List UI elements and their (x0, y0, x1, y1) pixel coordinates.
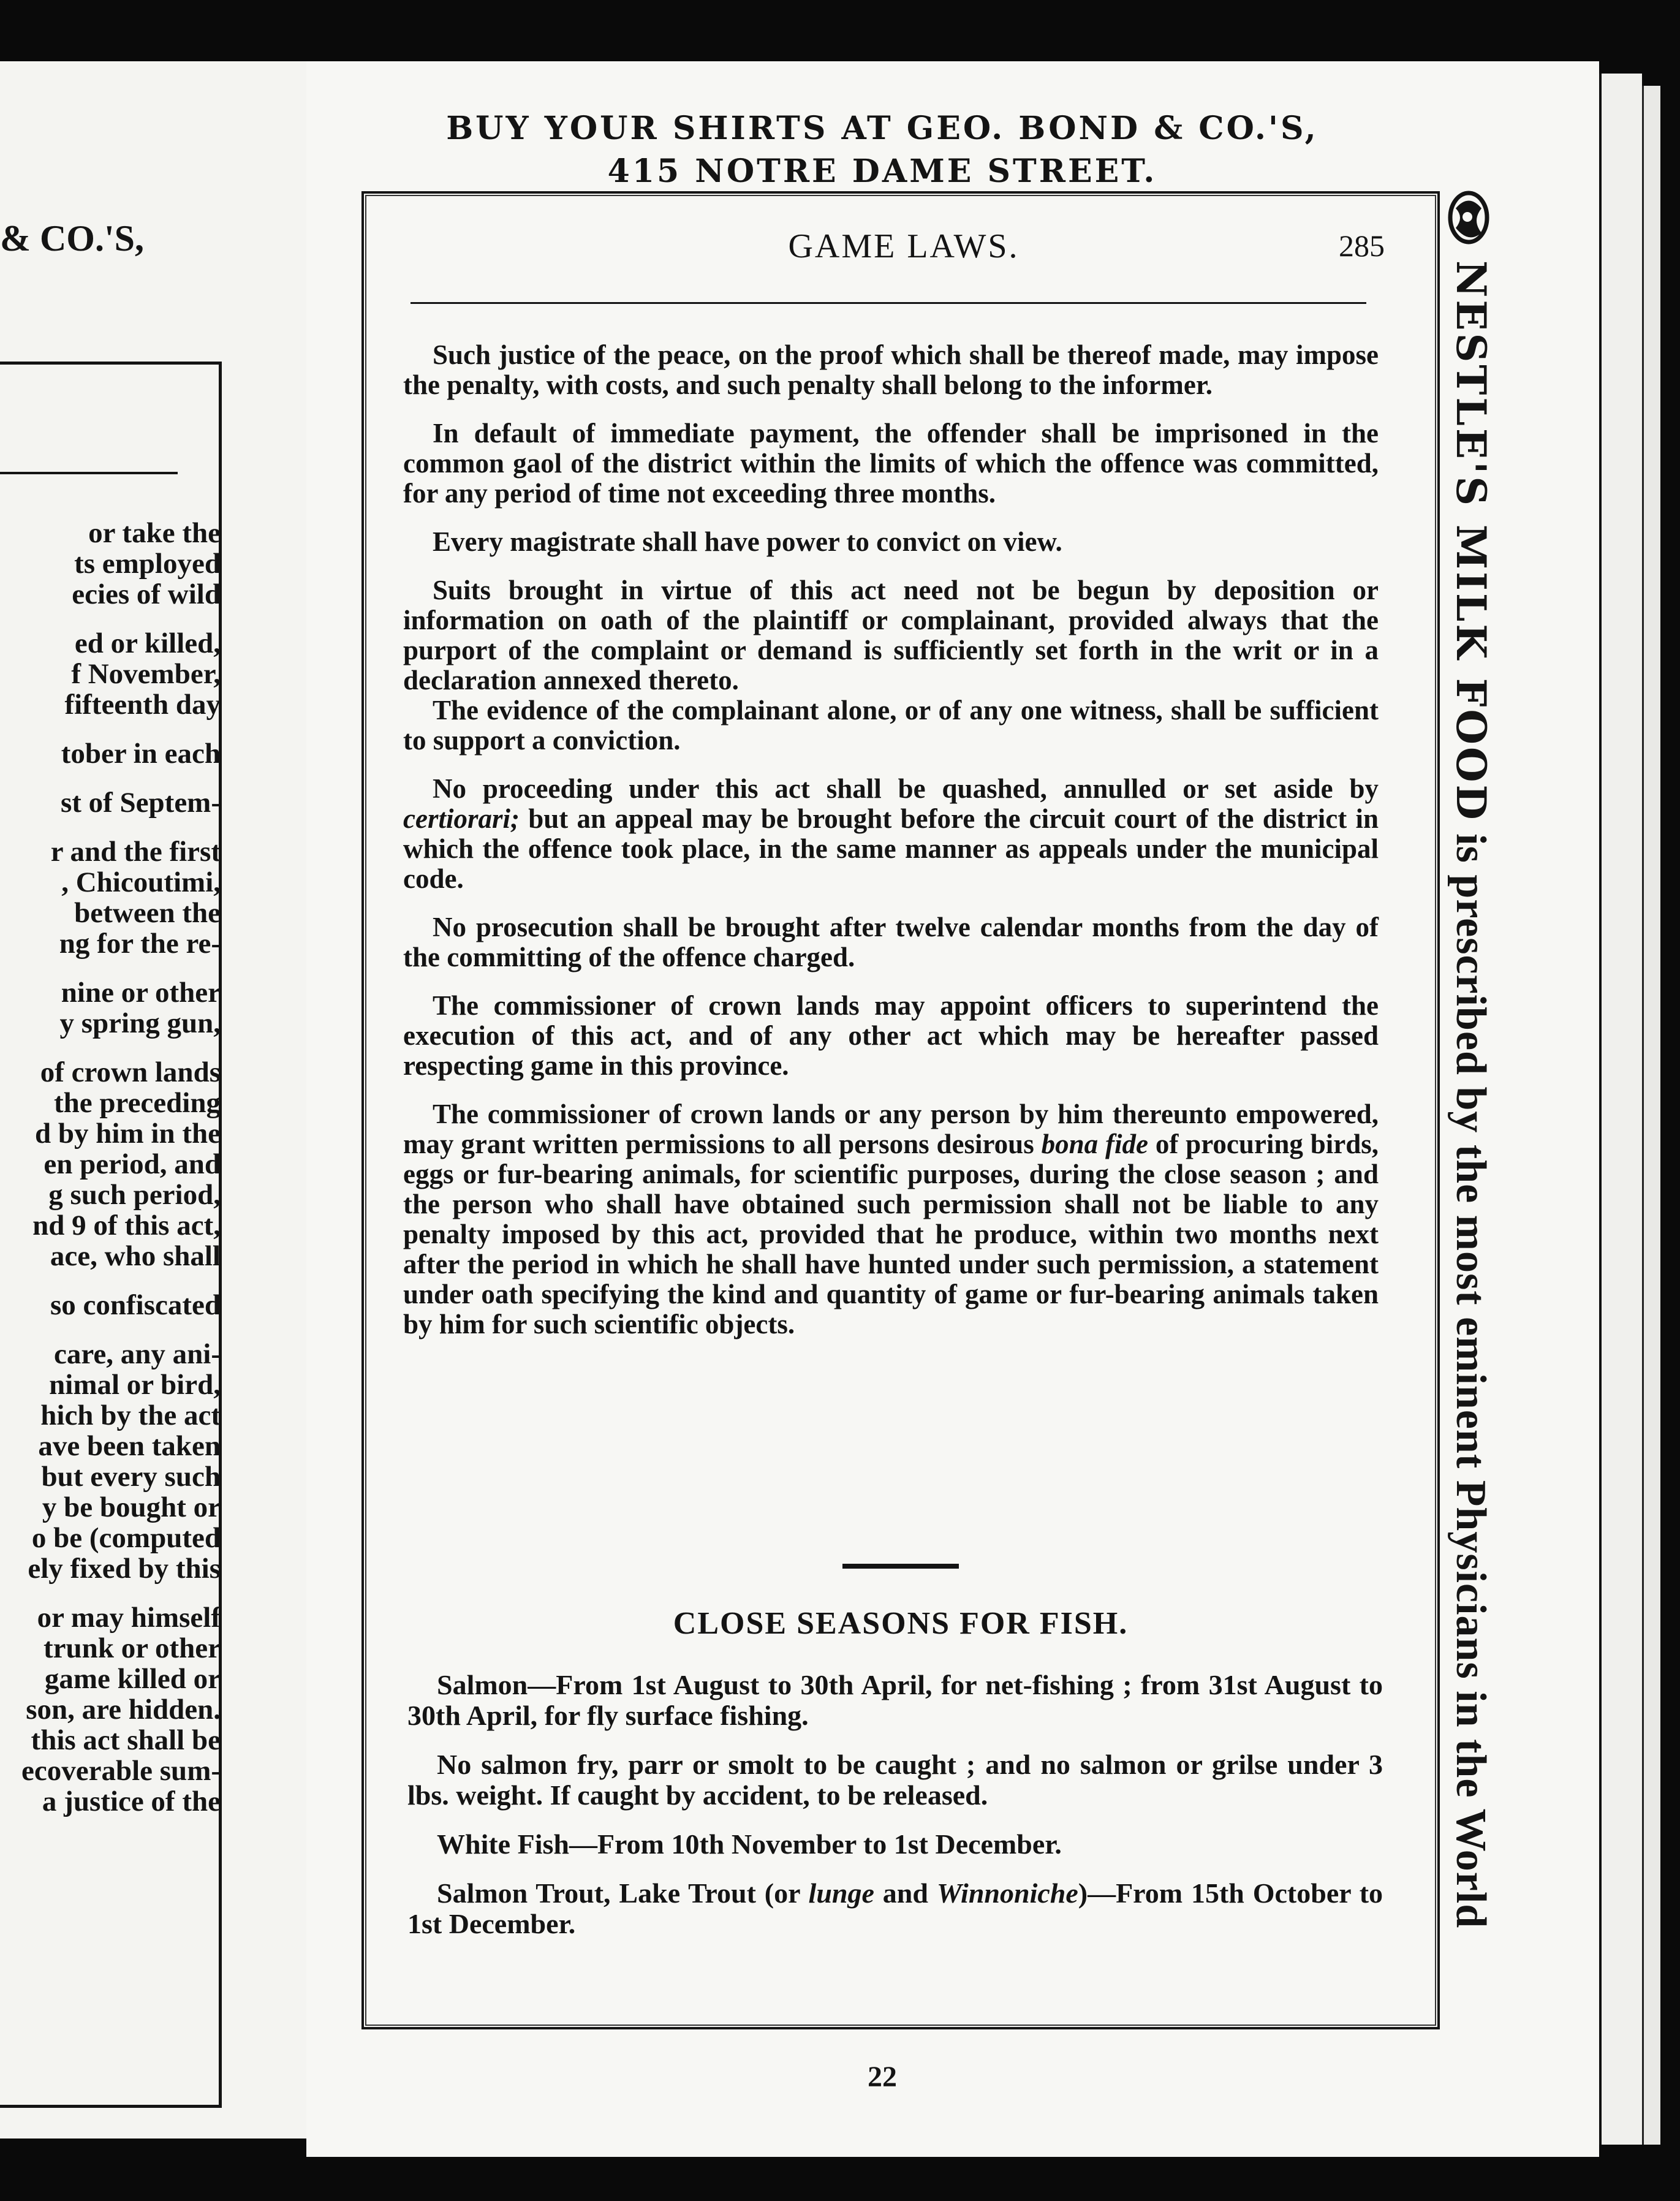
paragraph-text: of procuring birds, eggs or fur-bearing animals, for scientific purposes, during the close season ; and the person who shall have obtained such permission shall not be liable to any penalty imposed by this act, provided that he produce, within two months next after the period in which he shall have hunted under such permission, a statement under oath specifying the kind and quantity of game or fur-bearing animals taken by him for such scientific objects. (403, 1129, 1379, 1339)
side-ad-brand: NESTLE'S MILK FOOD (1447, 260, 1495, 822)
italic-term: bona fide (1041, 1129, 1148, 1159)
left-page-line: ace, who shall (50, 1241, 221, 1271)
paragraph: No prosecution shall be brought after twelve calendar months from the day of the committing of the offence charged. (403, 912, 1379, 972)
left-page-line: ts employed (74, 548, 221, 579)
page-edge-back (1642, 86, 1660, 2145)
left-page-line: y be bought or (42, 1492, 221, 1523)
left-page-line: game killed or (44, 1664, 221, 1694)
side-ad-text (1446, 260, 1495, 1928)
line-gap (0, 720, 221, 738)
line-gap (0, 610, 221, 628)
left-page-line: of crown lands (40, 1057, 221, 1088)
line-gap (0, 818, 221, 836)
paragraph-text: but an appeal may be brought before the circuit court of the district in which the offence took place, in the same manner as appeals under the municipal code. (403, 803, 1379, 894)
left-page-line: the preceding (54, 1088, 221, 1118)
paragraph: No salmon fry, parr or smolt to be caught ; and no salmon or grilse under 3 lbs. weight. If caught by accident, to be released. (407, 1749, 1383, 1811)
left-page-rule (0, 472, 178, 474)
paragraph: Every magistrate shall have power to convict on view. (433, 526, 1062, 557)
paragraph: The evidence of the complainant alone, or of any one witness, shall be sufficient to support a conviction. (403, 695, 1379, 756)
paragraph (403, 774, 1379, 894)
left-page-line: fifteenth day (64, 689, 221, 720)
line-gap (0, 1271, 221, 1290)
left-page-line: trunk or other (44, 1633, 221, 1664)
left-page-line: st of Septem- (60, 787, 221, 818)
left-page-line: hich by the act (40, 1400, 221, 1431)
left-page-line: ecoverable sum- (21, 1756, 221, 1786)
left-page-line: between the (74, 898, 221, 928)
body-text (403, 340, 1379, 1358)
nestle-nest-logo-icon (1447, 190, 1490, 245)
side-advertisement (1434, 190, 1501, 1967)
left-page-line: ng for the re- (59, 928, 221, 959)
left-page-line: o be (computed (31, 1523, 221, 1553)
ad-top-line-1: BUY YOUR SHIRTS AT GEO. BOND & CO.'S, (446, 110, 1319, 147)
left-page-line: nd 9 of this act, (32, 1210, 221, 1241)
line-gap (0, 1584, 221, 1602)
italic-term: certiorari; (403, 803, 520, 834)
left-page-line: r and the first (50, 836, 221, 867)
left-page-line: g such period, (48, 1180, 221, 1210)
paragraph: White Fish—From 10th November to 1st December. (437, 1828, 1062, 1860)
main-page (306, 61, 1599, 2157)
left-page-line: ave been taken (38, 1431, 221, 1461)
line-gap (0, 959, 221, 977)
left-page-line: nine or other (61, 977, 221, 1008)
left-page-text (0, 518, 221, 1817)
section-heading: CLOSE SEASONS FOR FISH. (673, 1606, 1129, 1641)
folio-number: 22 (868, 2061, 897, 2093)
paragraph-text: No proceeding under this act shall be quashed, annulled or set aside by (433, 773, 1379, 804)
line-gap (0, 1039, 221, 1057)
paragraph: Suits brought in virtue of this act need not be begun by deposition or information on oath of the plaintiff or complainant, provided always that the purport of the complaint or demand is sufficiently set forth in the writ or in a declaration annexed thereto. (403, 575, 1379, 695)
left-page-line: ecies of wild (72, 579, 221, 610)
left-page-line: f November, (71, 659, 221, 689)
paragraph-text: Salmon Trout, Lake Trout (or (437, 1877, 800, 1909)
page-number: 285 (1339, 229, 1385, 263)
left-page-line: y spring gun, (59, 1008, 221, 1039)
left-page-line: this act shall be (31, 1725, 221, 1756)
side-ad-slogan: is prescribed by the most eminent Physicians in the World (1447, 822, 1494, 1929)
left-page-line: tober in each (61, 738, 221, 769)
left-page-line: d by him in the (35, 1118, 221, 1149)
left-page-line: , Chicoutimi, (61, 867, 221, 898)
page-edge (1599, 74, 1642, 2145)
paragraph-text: )—From 15th October to 1st December. (407, 1877, 1383, 1939)
left-page-line: nimal or bird, (49, 1369, 221, 1400)
head-rule (411, 302, 1366, 304)
left-page-line: or may himself (37, 1602, 221, 1633)
paragraph: Such justice of the peace, on the proof which shall be thereof made, may impose the penalty, with costs, and such penalty shall belong to the informer. (403, 339, 1379, 400)
left-page-line: but every such (41, 1461, 221, 1492)
left-page-line: ely fixed by this (28, 1553, 221, 1584)
top-advertisement (306, 107, 1458, 193)
left-page-line: ed or killed, (74, 628, 221, 659)
running-head-title: GAME LAWS. (788, 227, 1020, 265)
left-page-line: so confiscated (50, 1290, 221, 1320)
left-page-line: or take the (88, 518, 221, 548)
italic-term: lunge (808, 1877, 874, 1909)
running-head (429, 227, 1385, 276)
line-gap (0, 1320, 221, 1339)
paragraph: Salmon—From 1st August to 30th April, for net-fishing ; from 31st August to 30th April, for fly surface fishing. (407, 1669, 1383, 1731)
left-facing-page (0, 61, 312, 2138)
italic-term: Winnoniche (936, 1877, 1078, 1909)
left-page-line: en period, and (44, 1149, 221, 1180)
paragraph-text: and (882, 1877, 928, 1909)
paragraph (407, 1878, 1383, 1939)
ad-top-line-2: 415 NOTRE DAME STREET. (607, 153, 1157, 190)
paragraph-text: The commissioner of crown lands or any person by him thereunto empowered, may grant written permissions to all persons desirous (403, 1099, 1379, 1159)
left-page-line: son, are hidden. (26, 1694, 221, 1725)
left-page-header: & CO.'S, (0, 218, 145, 259)
paragraph (403, 1099, 1379, 1339)
line-gap (0, 769, 221, 787)
fish-seasons-text (407, 1670, 1383, 1958)
left-page-line: care, any ani- (54, 1339, 221, 1369)
left-page-line: a justice of the (42, 1786, 221, 1817)
paragraph: In default of immediate payment, the offender shall be imprisoned in the common gaol of the district within the limits of which the offence was committed, for any period of time not exceeding three months. (403, 418, 1379, 509)
section-divider (842, 1564, 959, 1569)
paragraph: The commissioner of crown lands may appoint officers to superintend the execution of this act, and of any other act which may be hereafter passed respecting game in this province. (403, 990, 1379, 1081)
